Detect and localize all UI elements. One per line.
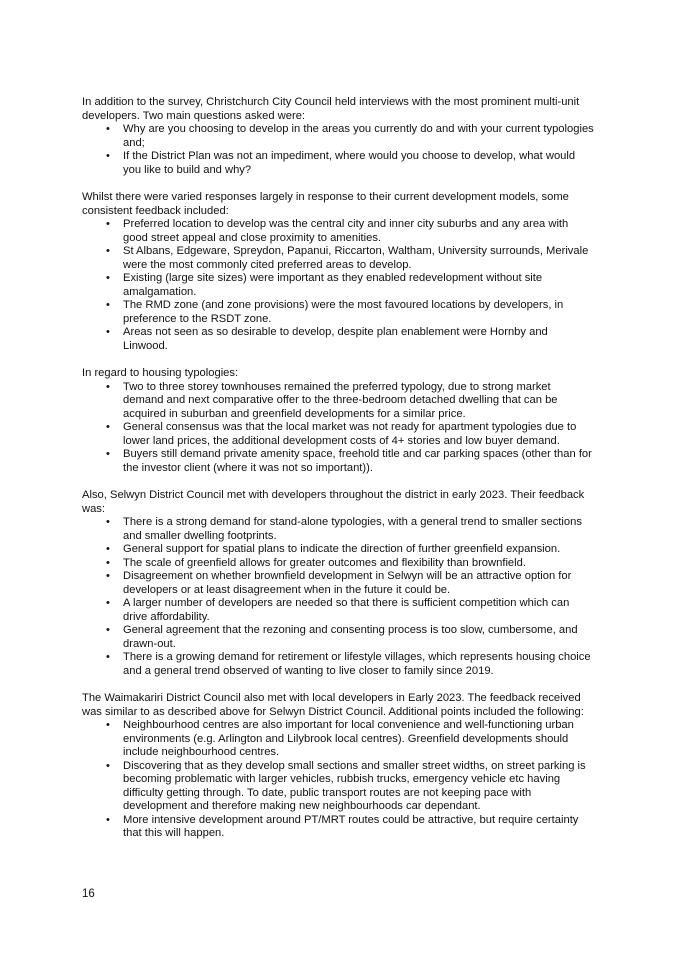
paragraph-housing-typologies: In regard to housing typologies: (82, 367, 239, 379)
paragraph-ccc-interviews: In addition to the survey, Christchurch City Council held interviews with the most prominent multi-unit developers. Two main questions asked were: (82, 96, 580, 122)
list-housing-typologies (82, 381, 594, 476)
list-selwyn-feedback (82, 516, 594, 678)
list-item: • There is a growing demand for retirement or lifestyle villages, which represents housing choice and a general trend observed of wanting to live closer to family since 2019. (82, 651, 594, 678)
paragraph-waimakariri-feedback: The Waimakariri District Council also met with local developers in Early 2023. The feedback received was similar to as described above for Selwyn District Council. Additional points included the following: (82, 692, 584, 718)
list-interview-questions (82, 123, 594, 177)
list-item: • Buyers still demand private amenity space, freehold title and car parking spaces (other than for the investor client (where it was not so important)). (82, 448, 594, 475)
list-item: • Discovering that as they develop small sections and smaller street widths, on street parking is becoming problematic with larger vehicles, rubbish trucks, emergency vehicle etc having difficulty getting through. To date, public transport routes are not keeping pace with development and therefore making new neighbourhoods car dependant. (82, 760, 594, 814)
list-item: • There is a strong demand for stand-alone typologies, with a general trend to smaller sections and smaller dwelling footprints. (82, 516, 594, 543)
list-item: • Two to three storey townhouses remained the preferred typology, due to strong market demand and next comparative offer to the three-bedroom detached dwelling that can be acquired in suburban and greenfield developments for a similar price. (82, 381, 594, 422)
list-item: • Existing (large site sizes) were important as they enabled redevelopment without site amalgamation. (82, 272, 594, 299)
list-item: • A larger number of developers are needed so that there is sufficient competition which can drive affordability. (82, 597, 594, 624)
list-item: • More intensive development around PT/MRT routes could be attractive, but require certainty that this will happen. (82, 814, 594, 841)
list-item: • The RMD zone (and zone provisions) were the most favoured locations by developers, in preference to the RSDT zone. (82, 299, 594, 326)
list-item: • The scale of greenfield allows for greater outcomes and flexibility than brownfield. (82, 557, 594, 571)
list-item: • Areas not seen as so desirable to develop, despite plan enablement were Hornby and Linwood. (82, 326, 594, 353)
list-item: • Neighbourhood centres are also important for local convenience and well-functioning urban environments (e.g. Arlington and Lilybrook local centres). Greenfield developments should include neighbourhood centres. (82, 719, 594, 760)
list-item: • Why are you choosing to develop in the areas you currently do and with your current typologies and; (82, 123, 594, 150)
list-item: • St Albans, Edgeware, Spreydon, Papanui, Riccarton, Waltham, University surrounds, Merivale were the most commonly cited preferred areas to develop. (82, 245, 594, 272)
list-item: • Disagreement on whether brownfield development in Selwyn will be an attractive option for developers or at least disagreement when in the future it could be. (82, 570, 594, 597)
paragraph-consistent-feedback: Whilst there were varied responses largely in response to their current development models, some consistent feedback included: (82, 191, 569, 217)
list-item: • Preferred location to develop was the central city and inner city suburbs and any area with good street appeal and close proximity to amenities. (82, 218, 594, 245)
list-item: • General support for spatial plans to indicate the direction of further greenfield expansion. (82, 543, 594, 557)
list-consistent-feedback (82, 218, 594, 353)
list-waimakariri-feedback (82, 719, 594, 841)
paragraph-selwyn-feedback: Also, Selwyn District Council met with developers throughout the district in early 2023. Their feedback was: (82, 489, 585, 515)
document-body (82, 96, 594, 841)
list-item: • General consensus was that the local market was not ready for apartment typologies due to lower land prices, the additional development costs of 4+ stories and low buyer demand. (82, 421, 594, 448)
list-item: • If the District Plan was not an impediment, where would you choose to develop, what would you like to build and why? (82, 150, 594, 177)
list-item: • General agreement that the rezoning and consenting process is too slow, cumbersome, and drawn-out. (82, 624, 594, 651)
page-number: 16 (82, 888, 95, 900)
